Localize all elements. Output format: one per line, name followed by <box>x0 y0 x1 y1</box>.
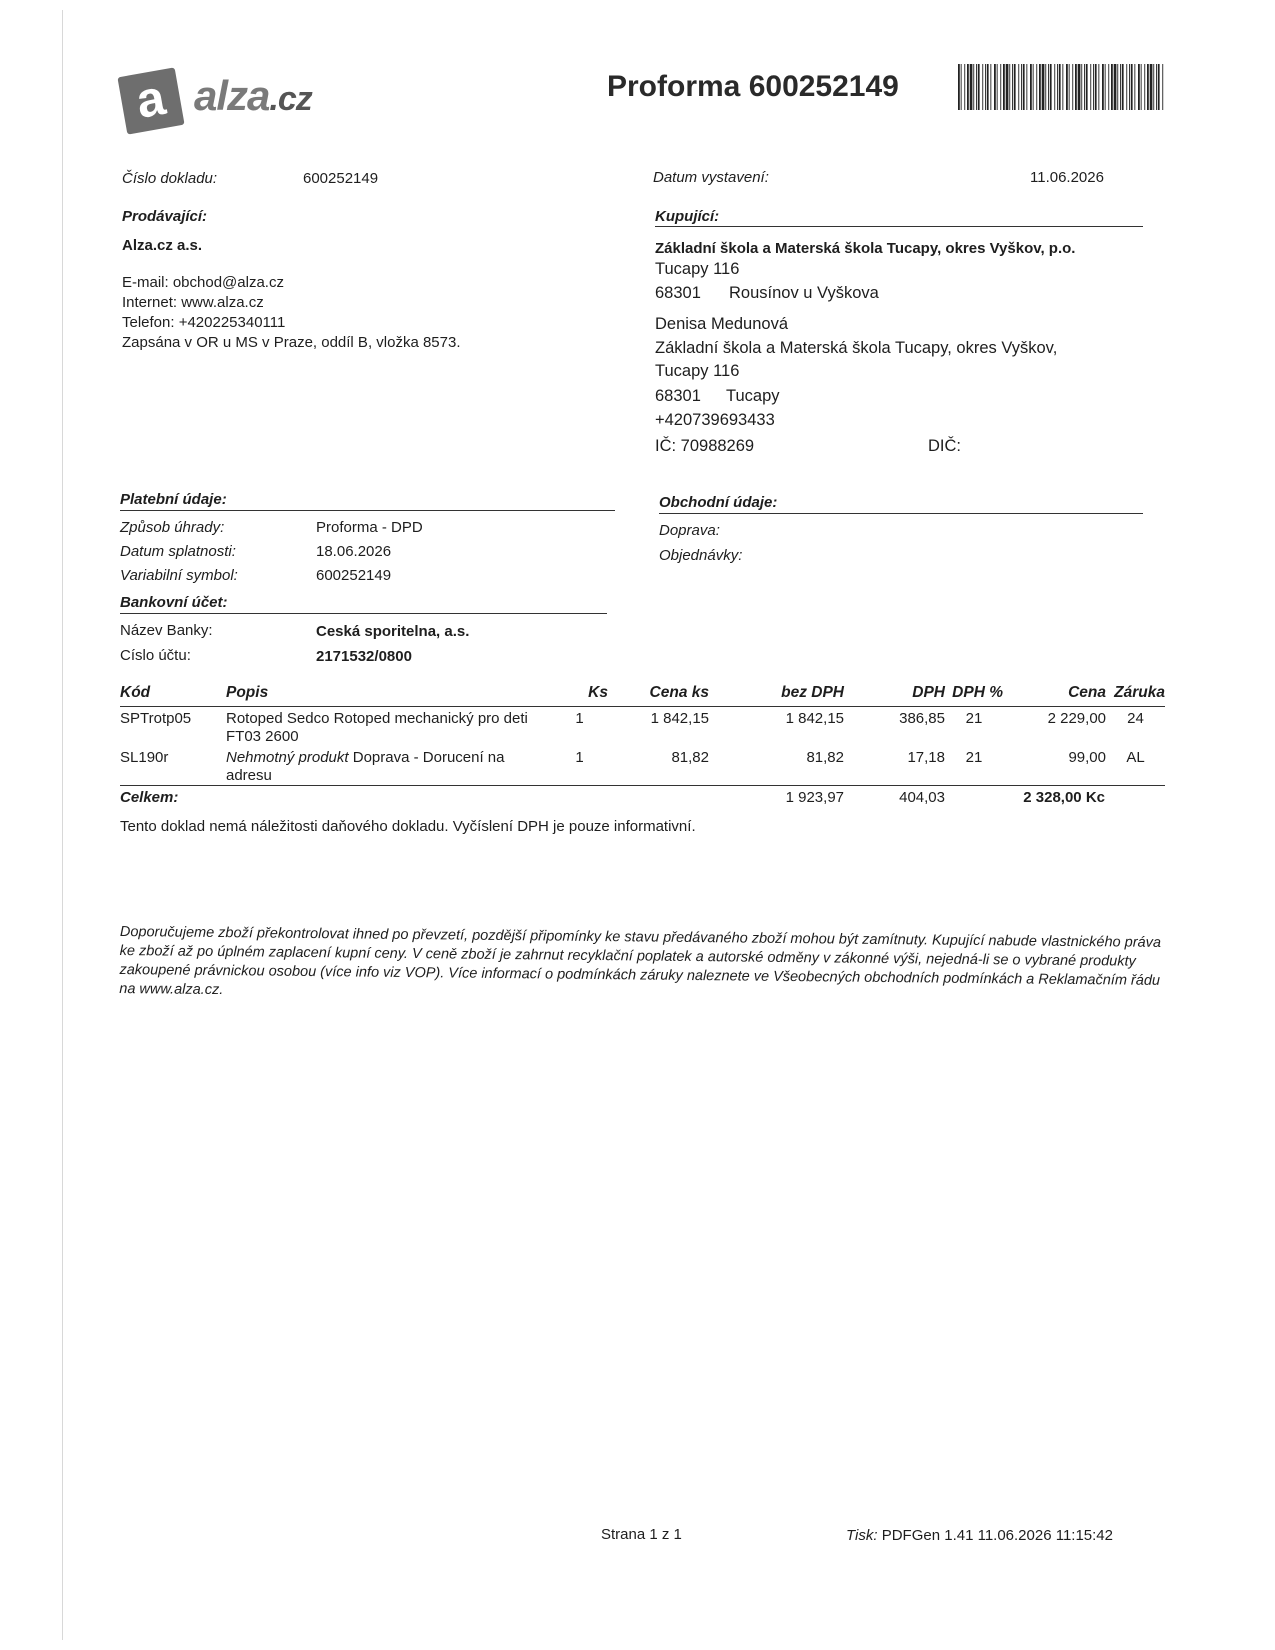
item-unit-price: 81,82 <box>671 749 709 766</box>
buyer-city: Rousínov u Vyškova <box>729 284 879 302</box>
total-label: Celkem: <box>120 786 709 808</box>
bank-heading: Bankovní účet: <box>120 594 228 611</box>
document-title: Proforma 600252149 <box>607 70 899 103</box>
buyer-contact-street: Tucapy 116 <box>655 362 740 380</box>
business-heading: Obchodní údaje: <box>659 494 778 511</box>
seller-phone: Telefon: +420225340111 <box>122 314 286 331</box>
seller-email: E-mail: obchod@alza.cz <box>122 274 284 291</box>
shipping-label: Doprava: <box>659 522 720 539</box>
buyer-street: Tucapy 116 <box>655 260 740 278</box>
buyer-name: Základní škola a Materská škola Tucapy, okres Vyškov, p.o. <box>655 240 1076 257</box>
items-header-row <box>120 680 1165 707</box>
item-code: SL190r <box>120 749 169 766</box>
col-header-warranty: Záruka <box>1106 680 1165 707</box>
logo-wordmark <box>194 72 312 120</box>
table-row <box>120 707 1165 747</box>
item-warranty: AL <box>1126 749 1145 766</box>
item-vat: 17,18 <box>907 749 945 766</box>
account-number-value: 2171532/0800 <box>316 648 412 665</box>
barcode-icon <box>958 64 1166 110</box>
seller-registry: Zapsána v OR u MS v Praze, oddíl B, vložka 8573. <box>122 334 461 351</box>
buyer-contact-phone: +420739693433 <box>655 411 775 429</box>
logo-name: alza <box>194 72 270 119</box>
item-code: SPTrotp05 <box>120 710 192 727</box>
variable-symbol-value: 600252149 <box>316 567 392 584</box>
buyer-contact-city: Tucapy <box>726 387 780 405</box>
total-vat: 404,03 <box>844 786 945 808</box>
print-label: Tisk: <box>846 1527 878 1544</box>
item-description-text: Rotoped Sedco Rotoped mechanický pro deti FT03 2600 <box>226 710 528 745</box>
item-vat: 386,85 <box>899 710 945 727</box>
print-value: PDFGen 1.41 11.06.2026 11:15:42 <box>881 1527 1113 1544</box>
due-date-value: 18.06.2026 <box>316 543 392 560</box>
variable-symbol-label: Variabilní symbol: <box>120 567 238 584</box>
print-info <box>846 1527 1113 1544</box>
col-header-vat: DPH <box>844 680 945 707</box>
account-number-label: Císlo účtu: <box>120 647 191 664</box>
item-quantity: 1 <box>575 749 584 766</box>
item-description <box>226 707 551 747</box>
item-unit-price: 1 842,15 <box>650 710 709 727</box>
total-sum: 2 328,00 Kc <box>1003 786 1165 808</box>
col-header-description: Popis <box>226 680 551 707</box>
item-warranty: 24 <box>1127 710 1144 727</box>
item-description-text: Doprava - Dorucení na adresu <box>226 749 505 784</box>
scan-edge-line <box>62 10 63 1640</box>
logo-mark-icon <box>117 67 184 134</box>
logo-mark-letter: a <box>132 69 170 130</box>
item-description-prefix: Nehmotný produkt <box>226 749 349 766</box>
tax-note: Tento doklad nemá náležitosti daňového dokladu. Vyčíslení DPH je pouze informativní. <box>120 818 696 835</box>
issue-date-value: 11.06.2026 <box>1030 169 1104 186</box>
item-vat-rate: 21 <box>965 710 983 727</box>
page-number: Strana 1 z 1 <box>601 1526 682 1543</box>
col-header-vat-rate: DPH % <box>945 680 1003 707</box>
item-vat-rate: 21 <box>965 749 983 766</box>
item-description <box>226 746 551 786</box>
table-row <box>120 746 1165 786</box>
buyer-dic: DIČ: <box>928 437 961 455</box>
buyer-contact-name: Denisa Medunová <box>655 315 788 333</box>
buyer-contact-zip: 68301 <box>655 387 701 405</box>
col-header-net: bez DPH <box>709 680 844 707</box>
logo-tld: .cz <box>269 80 312 118</box>
seller-heading: Prodávající: <box>122 208 208 225</box>
payment-heading-rule <box>120 510 615 511</box>
items-table <box>120 680 1165 807</box>
orders-label: Objednávky: <box>659 547 743 564</box>
issue-date-label: Datum vystavení: <box>653 169 769 186</box>
due-date-label: Datum splatnosti: <box>120 543 236 560</box>
item-net: 81,82 <box>806 749 844 766</box>
item-quantity: 1 <box>575 710 584 727</box>
col-header-code: Kód <box>120 680 226 707</box>
bank-name-value: Ceská sporitelna, a.s. <box>316 623 470 640</box>
seller-internet: Internet: www.alza.cz <box>122 294 264 311</box>
alza-logo <box>120 66 350 136</box>
disclaimer-text: Doporučujeme zboží překontrolovat ihned po převzetí, pozdější připomínky ke stavu předávaného zboží mohou být zamítnuty. Kupující nabude vlastnického práva ke zboží až po úplném zaplacení kupní ceny. V ceně zboží je zahrnut recyklační poplatek a autorské odměny v zákonné výši, nejedná-li se o vybrané produkty zakoupené právnickou osobou (více info viz VOP). Více informací o podmínkách záruky naleznete ve Všeobecných obchodních podmínkách a Reklamačním řádu na www.alza.cz. <box>119 923 1162 999</box>
bank-heading-rule <box>120 613 607 614</box>
col-header-total: Cena <box>1003 680 1106 707</box>
item-total: 2 229,00 <box>1047 710 1106 727</box>
payment-method-value: Proforma - DPD <box>316 519 423 536</box>
item-net: 1 842,15 <box>785 710 844 727</box>
buyer-heading: Kupující: <box>655 208 720 225</box>
payment-method-label: Způsob úhrady: <box>120 519 225 536</box>
doc-number-label: Číslo dokladu: <box>122 170 218 187</box>
buyer-contact-org: Základní škola a Materská škola Tucapy, okres Vyškov, <box>655 339 1058 357</box>
doc-number-value: 600252149 <box>303 170 379 187</box>
col-header-unit-price: Cena ks <box>608 680 709 707</box>
business-heading-rule <box>659 513 1143 514</box>
total-net: 1 923,97 <box>709 786 844 808</box>
col-header-quantity: Ks <box>551 680 608 707</box>
totals-row <box>120 786 1165 808</box>
item-total: 99,00 <box>1068 749 1106 766</box>
buyer-zip: 68301 <box>655 284 701 302</box>
buyer-ico: IČ: 70988269 <box>655 437 755 455</box>
seller-name: Alza.cz a.s. <box>122 237 203 254</box>
payment-heading: Platební údaje: <box>120 491 227 508</box>
buyer-heading-rule <box>655 226 1143 227</box>
bank-name-label: Název Banky: <box>120 622 213 639</box>
